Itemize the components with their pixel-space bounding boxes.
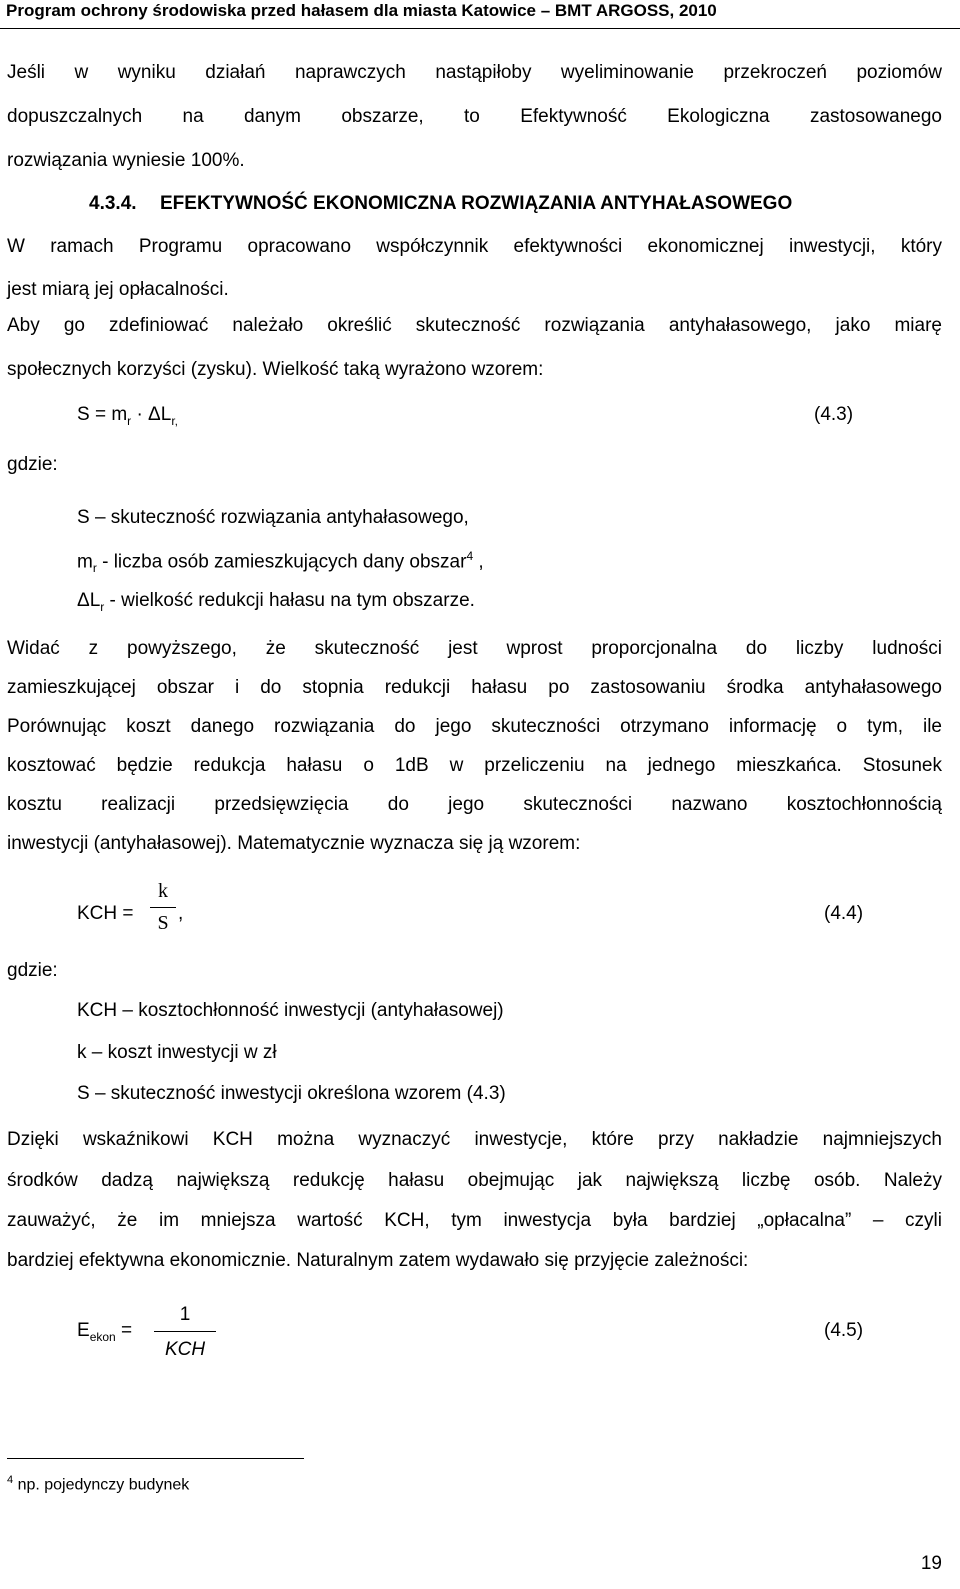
eq44-lhs: KCH = xyxy=(77,903,134,924)
eq43-sub1: r xyxy=(127,413,132,428)
def-m xyxy=(77,549,484,575)
eq43-lhs: S = m xyxy=(77,404,128,425)
eq43-dot: · xyxy=(136,404,143,425)
eq44-numerator: k xyxy=(158,880,168,902)
para1-line3: rozwiązania wyniesie 100%. xyxy=(7,150,245,171)
page-number: 19 xyxy=(920,1553,942,1574)
footnote-rule xyxy=(7,1458,304,1459)
para3-line1: Aby go zdefiniować należało określić skuteczność rozwiązania antyhałasowego, jako miarę xyxy=(7,315,942,336)
def-delta-l xyxy=(77,590,475,614)
def-s: S – skuteczność rozwiązania antyhałasowego, xyxy=(77,507,469,528)
eq45-sub: ekon xyxy=(89,1329,116,1344)
footnote-4 xyxy=(7,1474,189,1494)
para5-line2: środków dadzą największą redukcję hałasu obejmując jak największą liczbę osób. Należy xyxy=(7,1170,942,1191)
gdzie-label-2: gdzie: xyxy=(7,960,58,981)
running-header: Program ochrony środowiska przed hałasem dla miasta Katowice – BMT ARGOSS, 2010 xyxy=(6,1,717,20)
para1-line2: dopuszczalnych na danym obszarze, to Efektywność Ekologiczna zastosowanego xyxy=(7,106,942,127)
para4-line3: Porównując koszt danego rozwiązania do jego skuteczności otrzymano informację o tym, ile xyxy=(7,716,942,737)
gdzie-label-1: gdzie: xyxy=(7,454,58,475)
def-s-2: S – skuteczność inwestycji określona wzorem (4.3) xyxy=(77,1083,506,1104)
para5-line4: bardziej efektywna ekonomicznie. Naturalnym zatem wydawało się przyjęcie zależności: xyxy=(7,1250,749,1271)
para3-line2: społecznych korzyści (zysku). Wielkość taką wyrażono wzorem: xyxy=(7,359,544,380)
eq43-number: (4.3) xyxy=(814,404,854,425)
def-m-main: m xyxy=(77,551,93,573)
def-kch: KCH – kosztochłonność inwestycji (antyhałasowej) xyxy=(77,1000,504,1021)
footnote-ref-4: 4 xyxy=(466,549,474,563)
eq44-fraction-bar xyxy=(150,907,176,908)
def-k: k – koszt inwestycji w zł xyxy=(77,1042,277,1063)
def-m-text: - liczba osób zamieszkujących dany obszar xyxy=(96,551,467,573)
eq44-comma: , xyxy=(178,903,184,924)
header-rule xyxy=(0,28,960,29)
para2-line2: jest miarą jej opłacalności. xyxy=(7,279,229,300)
para5-line3: zauważyć, że im mniejsza wartość KCH, tym inwestycja była bardziej „opłacalna” – czyli xyxy=(7,1210,942,1231)
def-dl-text: - wielkość redukcji hałasu na tym obszarze. xyxy=(104,590,475,611)
para5-line1: Dzięki wskaźnikowi KCH można wyznaczyć inwestycje, które przy nakładzie najmniejszych xyxy=(7,1129,942,1150)
eq43-sub2: r, xyxy=(171,413,178,428)
footnote-text: np. pojedynczy budynek xyxy=(13,1476,190,1494)
eq43-delta: ΔL xyxy=(148,404,172,425)
para4-line6: inwestycji (antyhałasowej). Matematycznie wyznacza się ją wzorem: xyxy=(7,833,581,854)
eq45-e: E xyxy=(77,1320,90,1341)
para4-line1: Widać z powyższego, że skuteczność jest wprost proporcjonalna do liczby ludności xyxy=(7,638,942,659)
def-m-sub: r xyxy=(92,561,97,576)
footnote-mark: 4 xyxy=(7,1474,14,1486)
eq44-denominator: S xyxy=(157,912,169,934)
eq45-fraction-bar xyxy=(154,1331,216,1332)
para1-line1: Jeśli w wyniku działań naprawczych nastąpiłoby wyeliminowanie przekroczeń poziomów xyxy=(7,62,942,83)
eq44-number: (4.4) xyxy=(824,903,864,924)
def-dl-sub: r xyxy=(100,599,105,614)
para2-line1: W ramach Programu opracowano współczynnik efektywności ekonomicznej inwestycji, który xyxy=(7,236,942,257)
equation-4-3 xyxy=(77,404,178,428)
section-title: EFEKTYWNOŚĆ EKONOMICZNA ROZWIĄZANIA ANTYHAŁASOWEGO xyxy=(160,193,793,214)
eq45-denominator: KCH xyxy=(164,1339,206,1360)
eq45-lhs xyxy=(77,1320,132,1344)
para4-line5: kosztu realizacji przedsięwzięcia do jego skuteczności nazwano kosztochłonnością xyxy=(7,794,942,815)
eq45-number: (4.5) xyxy=(824,1320,864,1341)
para4-line4: kosztować będzie redukcja hałasu o 1dB w przeliczeniu na jednego mieszkańca. Stosunek xyxy=(7,755,942,776)
def-m-end: , xyxy=(473,551,484,573)
eq45-numerator: 1 xyxy=(179,1304,191,1325)
def-dl-main: ΔL xyxy=(77,590,101,611)
section-number: 4.3.4. xyxy=(89,193,137,214)
para4-line2: zamieszkującej obszar i do stopnia redukcji hałasu po zastosowaniu środka antyhałasowego xyxy=(7,677,942,698)
eq45-equals: = xyxy=(121,1320,133,1341)
